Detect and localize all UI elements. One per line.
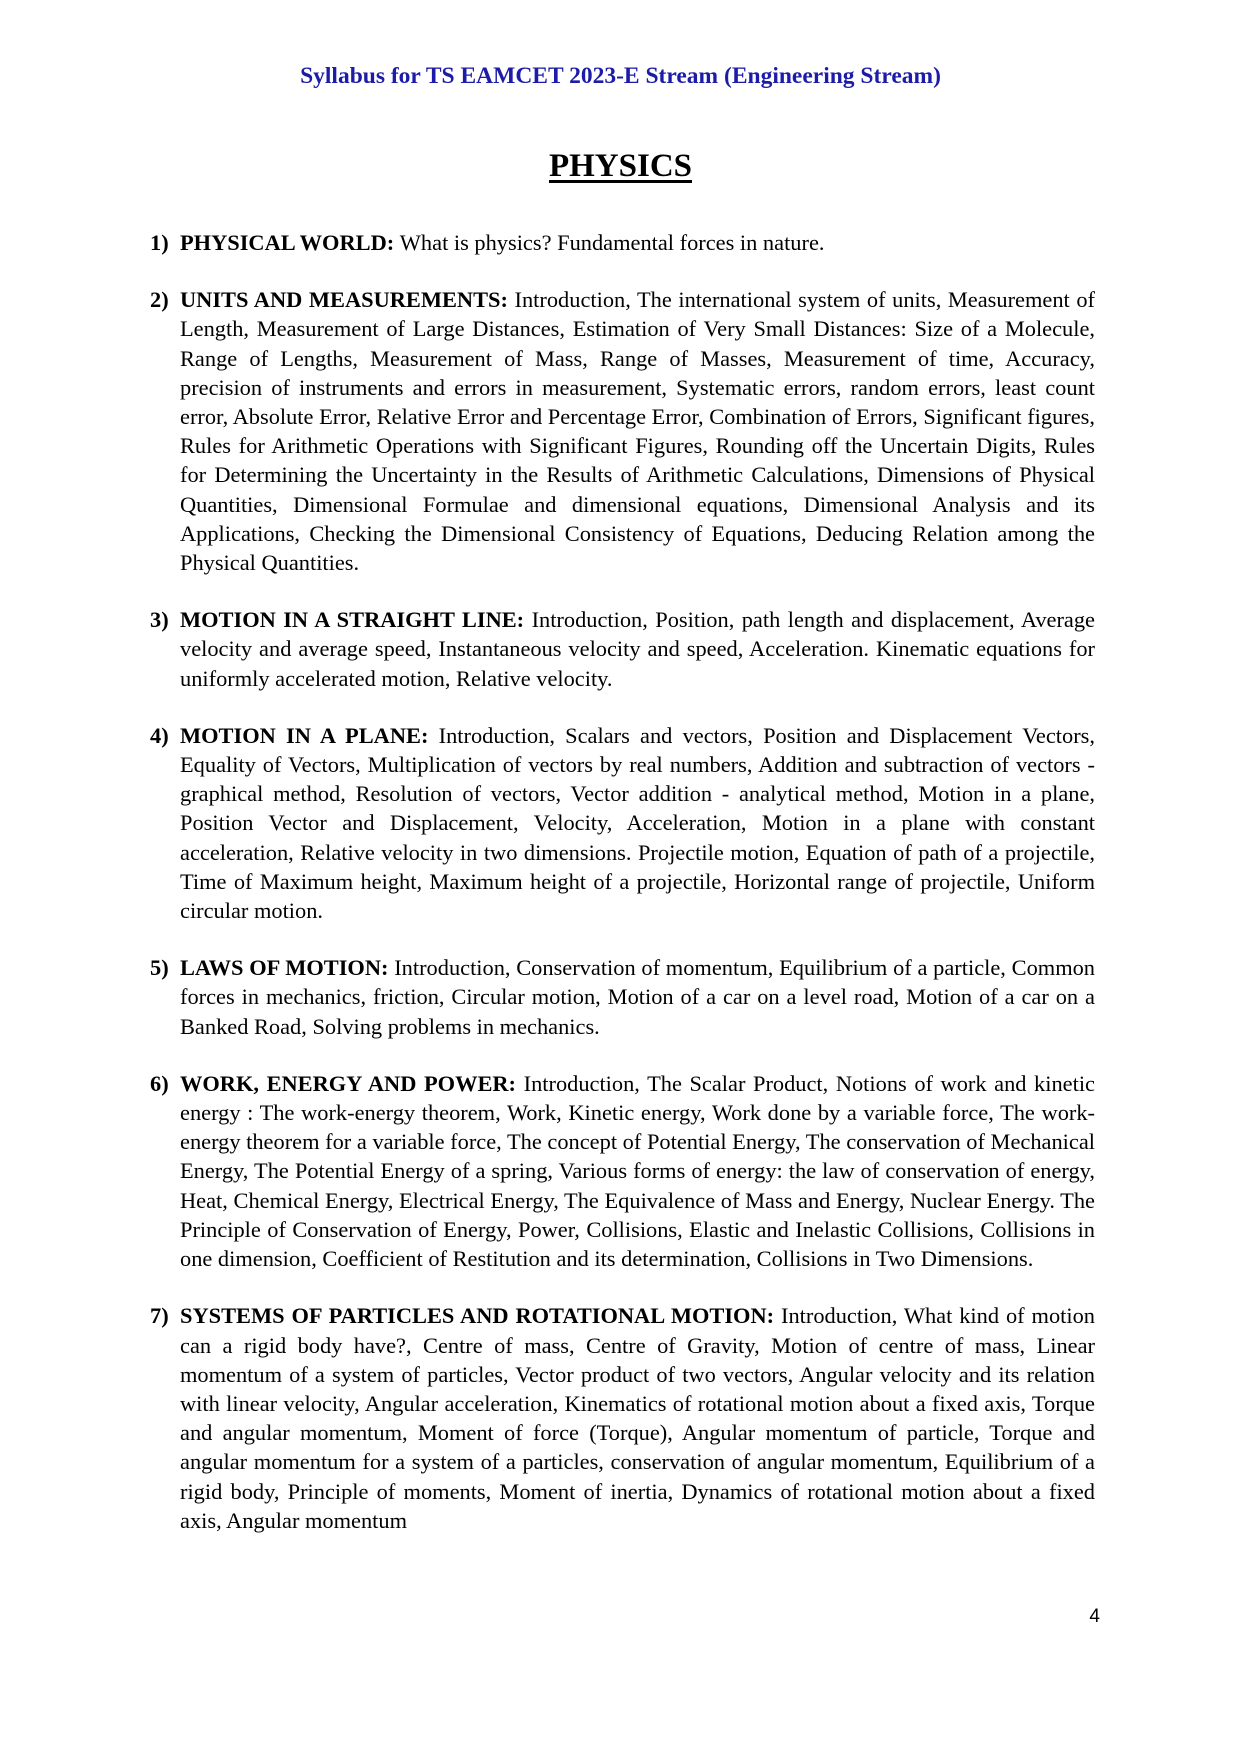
topic-heading: SYSTEMS OF PARTICLES AND ROTATIONAL MOTION: (180, 1303, 782, 1329)
topic-heading: MOTION IN A STRAIGHT LINE: (180, 607, 532, 633)
topic-item (150, 953, 1095, 1041)
topic-heading: PHYSICAL WORLD: (180, 230, 400, 255)
topic-item (150, 228, 1095, 257)
topic-heading: WORK, ENERGY AND POWER: (180, 1070, 524, 1096)
topic-number: 7) (150, 1303, 169, 1329)
topic-body: What is physics? Fundamental forces in nature. (399, 230, 825, 255)
topic-number: 3) (150, 607, 169, 633)
topic-number: 5) (150, 955, 169, 981)
document-header: Syllabus for TS EAMCET 2023-E Stream (Engineering Stream) (300, 63, 941, 89)
topic-item (150, 1301, 1095, 1535)
topic-item (150, 285, 1095, 577)
page-title: PHYSICS (548, 148, 693, 184)
topic-body: Introduction, Conservation of momentum, Equilibrium of a particle, Common forces in mechanics, friction, Circular motion, Motion of a car on a level road, Motion of a car on a Banked Road, Solving problems in mechanics. (180, 955, 1095, 1039)
topic-heading: LAWS OF MOTION: (180, 955, 395, 981)
topic-item (150, 1069, 1095, 1273)
topic-number: 1) (150, 230, 169, 255)
topic-heading: MOTION IN A PLANE: (180, 722, 439, 748)
topic-list (150, 228, 1095, 1563)
topic-heading: UNITS AND MEASUREMENTS: (180, 287, 515, 313)
topic-number: 6) (150, 1070, 169, 1096)
topic-item (150, 721, 1095, 925)
topic-body: Introduction, The international system of units, Measurement of Length, Measurement of Large Distances, Estimation of Very Small Distances: Size of a Molecule, Range of Lengths, Measurement of Mass, Range of Masses, Measurement of time, Accuracy, precision of instruments and errors in measurement, Systematic errors, random errors, least count error, Absolute Error, Relative Error and Percentage Error, Combination of Errors, Significant figures, Rules for Arithmetic Operations with Significant Figures, Rounding off the Uncertain Digits, Rules for Determining the Uncertainty in the Results of Arithmetic Calculations, Dimensions of Physical Quantities, Dimensional Formulae and dimensional equations, Dimensional Analysis and its Applications, Checking the Dimensional Consistency of Equations, Deducing Relation among the Physical Quantities. (180, 287, 1095, 576)
topic-number: 2) (150, 287, 169, 313)
topic-number: 4) (150, 722, 169, 748)
topic-item (150, 605, 1095, 693)
topic-body: Introduction, What kind of motion can a rigid body have?, Centre of mass, Centre of Gravity, Motion of centre of mass, Linear momentum of a system of particles, Vector product of two vectors, Angular velocity and its relation with linear velocity, Angular acceleration, Kinematics of rotational motion about a fixed axis, Torque and angular momentum, Moment of force (Torque), Angular momentum of particle, Torque and angular momentum for a system of a particles, conservation of angular momentum, Equilibrium of a rigid body, Principle of moments, Moment of inertia, Dynamics of rotational motion about a fixed axis, Angular momentum (180, 1303, 1095, 1533)
topic-body: Introduction, Scalars and vectors, Position and Displacement Vectors, Equality of Vectors, Multiplication of vectors by real numbers, Addition and subtraction of vectors - graphical method, Resolution of vectors, Vector addition - analytical method, Motion in a plane, Position Vector and Displacement, Velocity, Acceleration, Motion in a plane with constant acceleration, Relative velocity in two dimensions. Projectile motion, Equation of path of a projectile, Time of Maximum height, Maximum height of a projectile, Horizontal range of projectile, Uniform circular motion. (180, 722, 1095, 924)
topic-body: Introduction, Position, path length and displacement, Average velocity and average speed, Instantaneous velocity and speed, Acceleration. Kinematic equations for uniformly accelerated motion, Relative velocity. (180, 607, 1095, 691)
topic-body: Introduction, The Scalar Product, Notions of work and kinetic energy : The work-energy theorem, Work, Kinetic energy, Work done by a variable force, The work-energy theorem for a variable force, The concept of Potential Energy, The conservation of Mechanical Energy, The Potential Energy of a spring, Various forms of energy: the law of conservation of energy, Heat, Chemical Energy, Electrical Energy, The Equivalence of Mass and Energy, Nuclear Energy. The Principle of Conservation of Energy, Power, Collisions, Elastic and Inelastic Collisions, Collisions in one dimension, Coefficient of Restitution and its determination, Collisions in Two Dimensions. (180, 1070, 1095, 1272)
page-number: 4 (1089, 1606, 1100, 1627)
